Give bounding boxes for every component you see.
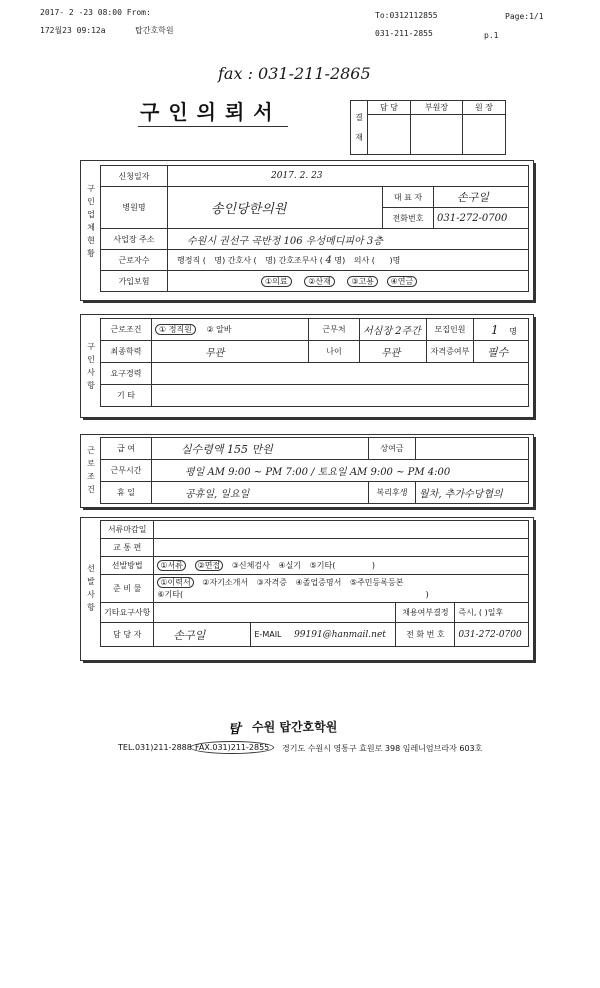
workplace-label: 근무처 bbox=[309, 319, 360, 341]
salary-label: 급 여 bbox=[101, 438, 152, 460]
insurance-medical: ①의료 bbox=[261, 276, 292, 287]
hospital-label: 병원명 bbox=[101, 187, 168, 229]
cond-cell bbox=[152, 319, 309, 341]
method-label: 선발방법 bbox=[101, 557, 154, 575]
docs-other: ⑥기타( bbox=[157, 589, 184, 599]
career-label: 요구경력 bbox=[101, 363, 152, 385]
tel-value: 031-272-0700 bbox=[458, 629, 522, 640]
manager-value: 손구일 bbox=[173, 628, 206, 642]
workers-label: 근로자수 bbox=[101, 250, 168, 271]
welfare-label: 복리후생 bbox=[369, 482, 416, 504]
method-physical: ③신체검사 bbox=[231, 561, 270, 570]
edu-value: 무관 bbox=[205, 348, 225, 359]
request-cell bbox=[154, 603, 396, 623]
method-other: ⑤기타( bbox=[309, 561, 336, 570]
fax-header-received: 172월23 09:12a bbox=[40, 26, 106, 35]
cond-fulltime: ① 정직원 bbox=[155, 324, 196, 335]
approval-sign-director bbox=[462, 115, 505, 155]
work-table bbox=[100, 437, 529, 504]
docs-resume: ①이력서 bbox=[157, 577, 193, 588]
fax-header-to: To:0312112855 bbox=[375, 11, 438, 20]
workers-nurse-aide-count: 4 bbox=[325, 254, 332, 266]
academy-name: 수원 탑간호학원 bbox=[252, 720, 338, 734]
method-documents: ①서류 bbox=[157, 560, 186, 571]
request-label: 기타요구사항 bbox=[101, 603, 154, 623]
hours-value: 평일 AM 9:00 ~ PM 7:00 / 토요일 AM 9:00 ~ PM 4:00 bbox=[185, 467, 451, 478]
hours-cell bbox=[152, 460, 529, 482]
age-label: 나이 bbox=[309, 341, 360, 363]
email-cell bbox=[251, 623, 396, 647]
employer-side-label: 구 인 업 체 현 황 bbox=[87, 184, 95, 258]
age-value: 무관 bbox=[381, 348, 401, 359]
deadline-cell bbox=[154, 521, 529, 539]
employ-label: 채용여부결정 bbox=[396, 603, 455, 623]
address-label: 사업장 주소 bbox=[101, 229, 168, 250]
edu-label: 최종학력 bbox=[101, 341, 152, 363]
salary-cell bbox=[152, 438, 369, 460]
tel-label: 전 화 번 호 bbox=[396, 623, 455, 647]
approval-box bbox=[350, 100, 506, 155]
title-underline bbox=[138, 126, 288, 127]
email-label: E-MAIL bbox=[254, 629, 282, 639]
docs-label: 준 비 물 bbox=[101, 575, 154, 603]
approval-header-vice: 부원장 bbox=[411, 101, 463, 115]
address-cell bbox=[168, 229, 529, 250]
bonus-cell bbox=[416, 438, 529, 460]
ceo-value: 손구일 bbox=[457, 191, 489, 204]
approval-side-label: 결 재 bbox=[351, 101, 368, 155]
hospital-cell bbox=[168, 187, 383, 229]
count-label: 모집인원 bbox=[427, 319, 474, 341]
welfare-value: 월차, 추가수당협의 bbox=[419, 489, 503, 500]
holiday-cell bbox=[152, 482, 369, 504]
workplace-cell bbox=[360, 319, 427, 341]
holiday-label: 휴 일 bbox=[101, 482, 152, 504]
ceo-cell bbox=[434, 187, 529, 208]
approval-header-staff: 담 당 bbox=[368, 101, 411, 115]
address-value: 수원시 권선구 곡반정 106 우성메디피아 3층 bbox=[187, 235, 383, 247]
count-cell bbox=[474, 319, 529, 341]
etc-label: 기 타 bbox=[101, 385, 152, 407]
phone-cell bbox=[434, 208, 529, 229]
fax-header-page: Page:1/1 bbox=[505, 12, 544, 21]
document-title: 구인의뢰서 bbox=[140, 100, 282, 124]
career-cell bbox=[152, 363, 529, 385]
docs-resident-registration: ⑤주민등록등본 bbox=[349, 577, 404, 587]
holiday-value: 공휴일, 일요일 bbox=[185, 489, 250, 500]
request-date-label: 신청일자 bbox=[101, 166, 168, 187]
employer-table bbox=[100, 165, 529, 292]
selection-side-label: 선 발 사 항 bbox=[87, 564, 95, 612]
footer-tel: TEL.031)211-2888 bbox=[118, 743, 192, 752]
footer-fax: FAX.031)211-2855 bbox=[190, 741, 274, 754]
insurance-employment: ③고용 bbox=[347, 276, 378, 287]
insurance-label: 가입보험 bbox=[101, 271, 168, 292]
welfare-cell bbox=[416, 482, 529, 504]
footer-address: 경기도 수원시 영통구 효원로 398 임레니엄브라자 603호 bbox=[282, 744, 483, 753]
fax-header-sender: 탑간호학원 bbox=[135, 26, 174, 35]
phone-label: 전화번호 bbox=[383, 208, 434, 229]
docs-cell: ①이력서 ②자기소개서 ③자격증 ④졸업증명서 ⑤주민등록등본 ⑥기타( ) bbox=[154, 575, 529, 603]
method-interview: ②면접 bbox=[195, 560, 224, 571]
employ-cell bbox=[455, 603, 529, 623]
method-practical: ④실기 bbox=[278, 561, 302, 570]
ceo-label: 대 표 자 bbox=[383, 187, 434, 208]
applicant-side-label: 구 인 사 항 bbox=[87, 342, 95, 390]
approval-sign-staff bbox=[368, 115, 411, 155]
hospital-value: 송인당한의원 bbox=[211, 202, 287, 217]
cond-label: 근로조건 bbox=[101, 319, 152, 341]
count-value: 1 bbox=[491, 322, 499, 337]
phone-value: 031-272-0700 bbox=[437, 212, 508, 224]
workers-cell: 행정직 ( 명) 간호사 ( 명) 간호조무사 ( 4 명) 의사 ( )명 bbox=[168, 250, 529, 271]
edu-cell bbox=[152, 341, 309, 363]
fax-header-time: 2017- 2 -23 08:00 From: bbox=[40, 8, 151, 17]
method-cell: ①서류 ②면접 ③신체검사 ④실기 ⑤기타( ) bbox=[154, 557, 529, 575]
request-date-cell bbox=[168, 166, 529, 187]
workplace-value: 서심장 2주간 bbox=[363, 326, 421, 337]
selection-table bbox=[100, 520, 529, 647]
fax-header-number: 031-211-2855 bbox=[375, 29, 433, 38]
manager-label: 담 당 자 bbox=[101, 623, 154, 647]
manager-cell bbox=[154, 623, 251, 647]
approval-header-director: 원 장 bbox=[462, 101, 505, 115]
license-value: 필수 bbox=[487, 345, 509, 359]
fax-header-page-no: p.1 bbox=[484, 31, 499, 40]
tel-cell bbox=[455, 623, 529, 647]
applicant-table bbox=[100, 318, 529, 407]
age-cell bbox=[360, 341, 427, 363]
docs-license: ③자격증 bbox=[256, 577, 287, 587]
request-date-value: 2017. 2. 23 bbox=[271, 171, 323, 181]
cond-parttime: ② 알바 bbox=[206, 325, 232, 334]
transport-label: 교 통 편 bbox=[101, 539, 154, 557]
docs-diploma: ④졸업증명서 bbox=[295, 577, 342, 587]
docs-cover-letter: ②자기소개서 bbox=[202, 577, 249, 587]
employ-value: 즉시, ( )일후 bbox=[458, 608, 504, 617]
license-cell bbox=[474, 341, 529, 363]
insurance-industrial: ②산재 bbox=[304, 276, 335, 287]
work-side-label: 근 로 조 건 bbox=[87, 446, 95, 494]
handwritten-fax-number: fax : 031-211-2865 bbox=[218, 64, 371, 83]
hours-label: 근무시간 bbox=[101, 460, 152, 482]
approval-sign-vice bbox=[411, 115, 463, 155]
insurance-pension: ④연금 bbox=[387, 276, 418, 287]
email-value: 99191@hanmail.net bbox=[294, 629, 386, 640]
salary-value: 실수령액 155 만원 bbox=[181, 442, 273, 456]
transport-cell bbox=[154, 539, 529, 557]
license-label: 자격증여부 bbox=[427, 341, 474, 363]
bonus-label: 상여금 bbox=[369, 438, 416, 460]
academy-logo: 탑 bbox=[228, 722, 241, 737]
deadline-label: 서류마감일 bbox=[101, 521, 154, 539]
count-unit: 명 bbox=[509, 326, 517, 336]
etc-cell bbox=[152, 385, 529, 407]
insurance-cell bbox=[168, 271, 529, 292]
